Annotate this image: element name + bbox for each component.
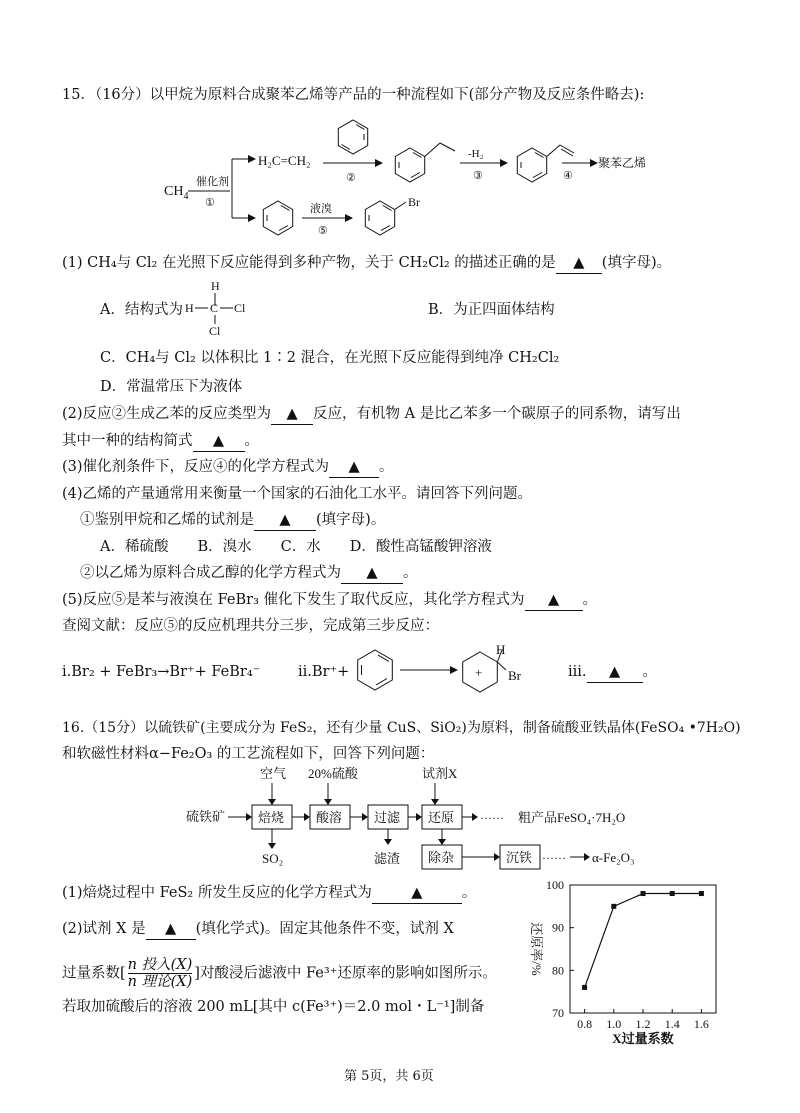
- x-tick-label: 1.2: [635, 1017, 651, 1031]
- option-a: A．结构式为: [100, 302, 183, 318]
- ch2cl2-structure-formula: [180, 278, 260, 338]
- so2-label: SO₂: [262, 851, 284, 866]
- q16-header: 16.（15分）以硫铁矿(主要成分为 FeS₂，还有少量 CuS、SiO₂)为原料，制备硫酸亚铁晶体(FeSO₄ •7H₂O): [62, 720, 741, 736]
- svg-text:H: H: [185, 301, 194, 315]
- data-point: [582, 985, 587, 990]
- residue-label: 滤渣: [374, 851, 401, 866]
- minus-h2-label: -H₂: [468, 148, 484, 160]
- q15-part5: (5)反应⑤是苯与液溴在 FeBr₃ 催化下发生了取代反应，其化学方程式为 ▲ 。: [62, 590, 597, 611]
- q15-part4-2: ②以乙烯为原料合成乙醇的化学方程式为 ▲ 。: [80, 563, 418, 584]
- y-tick-label: 100: [546, 878, 564, 892]
- data-point: [611, 904, 616, 909]
- benzene-structure-icon: [263, 201, 292, 235]
- chart-frame: [570, 885, 716, 1013]
- acid-label: 20%硫酸: [308, 766, 358, 781]
- dots-1: ······: [480, 811, 504, 825]
- svg-text:H: H: [496, 642, 506, 657]
- ethylbenzene-structure-icon: [395, 143, 455, 182]
- benzene-reagent-icon: [338, 120, 367, 154]
- x-tick-label: 1.0: [606, 1017, 622, 1031]
- q15-part3: (3)催化剂条件下，反应④的化学方程式为 ▲ 。: [62, 457, 394, 478]
- svg-text:H: H: [211, 279, 220, 293]
- dots-2: ······: [542, 851, 566, 865]
- reduction-rate-chart: [518, 873, 728, 1046]
- step5-label: ⑤: [318, 225, 328, 237]
- option-d: D．常温常压下为液体: [100, 379, 243, 395]
- data-point: [670, 891, 675, 896]
- y-tick-label: 70: [552, 1006, 564, 1020]
- q16-part2c: 若取加硫酸后的溶液 200 mL[其中 c(Fe³⁺)＝2.0 mol・L⁻¹]制备: [62, 999, 485, 1015]
- x-axis-label: X过量系数: [612, 1031, 674, 1046]
- mechanism-structures: [350, 640, 530, 700]
- data-point: [699, 891, 704, 896]
- data-point: [641, 891, 646, 896]
- q15-part4-options: A．稀硫酸 B．溴水 C．水 D．酸性高锰酸钾溶液: [100, 539, 492, 555]
- mechanism-step-i: i.Br₂ + FeBr₃→Br⁺+ FeBr₄⁻: [62, 664, 261, 680]
- x-tick-label: 1.4: [664, 1017, 680, 1031]
- svg-text:+: +: [475, 665, 483, 680]
- mechanism-step-iii: iii. ▲ 。: [568, 662, 657, 683]
- roast-box: 焙烧: [258, 810, 285, 825]
- br-label: Br: [408, 195, 420, 209]
- reagent-x-label: 试剂X: [422, 766, 458, 781]
- svg-text:Cl: Cl: [234, 301, 246, 315]
- dissolve-box: 酸溶: [316, 810, 343, 825]
- air-label: 空气: [260, 766, 287, 781]
- q15-part2a: (2)反应②生成乙苯的反应类型为 ▲ 反应，有机物 A 是比乙苯多一个碳原子的同系物，请写出: [62, 404, 681, 425]
- y-axis-label: 还原率/%: [529, 922, 544, 976]
- q16-part2a: (2)试剂 X 是 ▲ (填化学式)。固定其他条件不变，试剂 X: [62, 919, 454, 940]
- filter-box: 过滤: [374, 810, 401, 825]
- ore-label: 硫铁矿: [186, 809, 226, 824]
- liquid-bromine-label: 液溴: [310, 203, 332, 215]
- benzene-reactant-icon: [358, 650, 393, 690]
- option-c: C．CH₄与 Cl₂ 以体积比 1∶2 混合，在光照下反应能得到纯净 CH₂Cl₂: [100, 350, 560, 366]
- ch4-label: $CH_4$: [164, 184, 189, 202]
- mechanism-step-ii: ii.Br⁺+: [298, 664, 350, 680]
- q15-part5-literature: 查阅文献：反应⑤的反应机理共分三步，完成第三步反应：: [62, 618, 439, 634]
- step4-label: ④: [563, 170, 573, 182]
- q15-header: 15．（16分）以甲烷为原料合成聚苯乙烯等产品的一种流程如下(部分产物及反应条件略去):: [62, 87, 645, 103]
- option-b: B．为正四面体结构: [428, 302, 555, 318]
- bromobenzene-structure-icon: [365, 201, 406, 235]
- q15-part1: (1) CH₄与 Cl₂ 在光照下反应能得到多种产物，关于 CH₂Cl₂ 的描述正确的是 ▲ (填字母)。: [62, 253, 671, 274]
- step2-label: ②: [346, 172, 356, 184]
- x-tick-label: 1.6: [693, 1017, 709, 1031]
- q16-part1: (1)焙烧过程中 FeS₂ 所发生反应的化学方程式为 ▲ 。: [62, 883, 476, 904]
- svg-text:C: C: [210, 301, 219, 315]
- product-label: 粗产品FeSO₄·7H₂O: [518, 810, 626, 825]
- series-line: [585, 894, 702, 988]
- q16-header-2: 和软磁性材料α−Fe₂O₃ 的工艺流程如下，回答下列问题：: [62, 746, 435, 762]
- q16-process-flow: [180, 763, 700, 878]
- polystyrene-label: 聚苯乙烯: [598, 156, 647, 170]
- svg-text:Cl: Cl: [209, 324, 221, 338]
- precipitate-box: 沉铁: [506, 850, 533, 865]
- y-tick-label: 80: [552, 963, 564, 978]
- reduce-box: 还原: [428, 810, 455, 825]
- q16-part2b: 过量系数[ n 投入(X) n 理论(X) ]对酸浸后滤液中 Fe³⁺还原率的影响如图所示。: [62, 957, 497, 990]
- step1-label: ①: [205, 197, 215, 209]
- x-tick-label: 0.8: [577, 1017, 593, 1031]
- fraction-numerator: n 投入(X): [127, 957, 193, 973]
- q15-part2b: 其中一种的结构简式 ▲ 。: [62, 431, 259, 452]
- step3-label: ③: [473, 170, 483, 182]
- ethene-label: H₂C=CH₂: [258, 153, 311, 168]
- y-tick-label: 90: [552, 920, 564, 935]
- fraction-denominator: n 理论(X): [127, 974, 193, 990]
- q15-part4-1: ①鉴别甲烷和乙烯的试剂是 ▲ (填字母)。: [80, 510, 385, 531]
- catalyst-label: 催化剂: [196, 176, 229, 188]
- q15-reaction-scheme: [150, 115, 710, 245]
- page-footer: 第 5页，共 6页: [344, 1069, 434, 1084]
- q15-part4: (4)乙烯的产量通常用来衡量一个国家的石油化工水平。请回答下列问题。: [62, 486, 533, 502]
- purify-box: 除杂: [428, 850, 455, 865]
- fe2o3-label: α-Fe₂O₃: [592, 850, 635, 865]
- svg-text:Br: Br: [508, 668, 521, 683]
